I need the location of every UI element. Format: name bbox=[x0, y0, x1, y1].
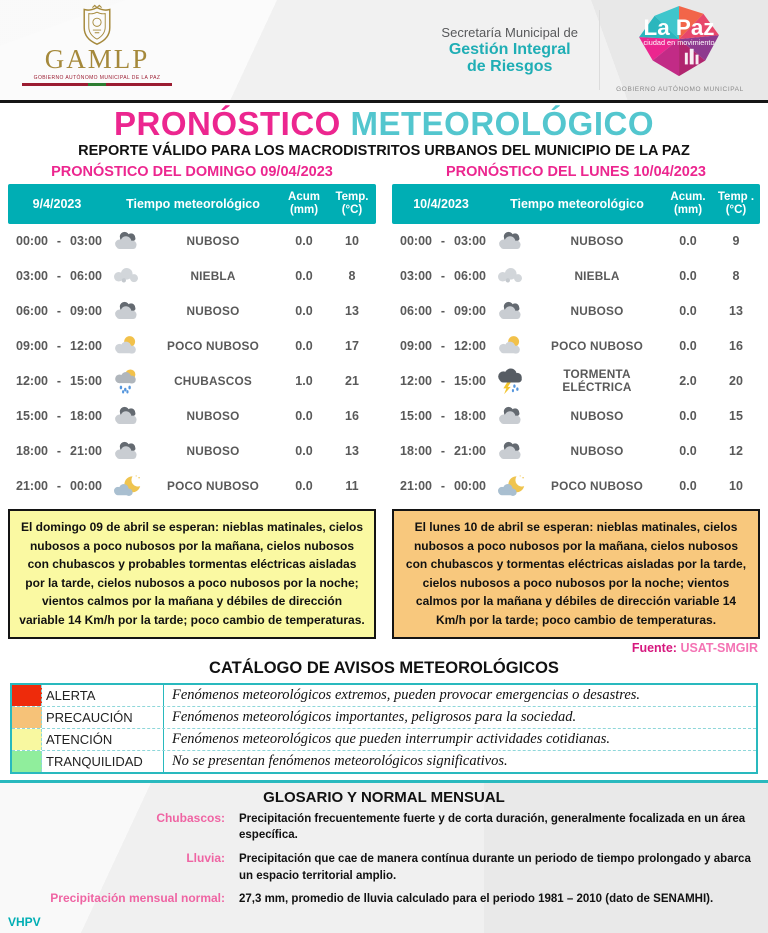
weather-cell bbox=[490, 264, 664, 288]
gamlp-logo bbox=[22, 4, 172, 86]
forecast-title-domingo: PRONÓSTICO DEL DOMINGO 09/04/2023 bbox=[51, 163, 333, 180]
time-dash: - bbox=[56, 374, 62, 389]
cloudy-icon bbox=[106, 439, 146, 463]
footer-initials: VHPV bbox=[8, 914, 41, 929]
weather-cell bbox=[106, 474, 280, 499]
glossary-entry bbox=[0, 891, 768, 908]
acum-value: 0.0 bbox=[679, 234, 697, 249]
alert-level-label: ALERTA bbox=[42, 685, 164, 706]
forecast-row bbox=[392, 469, 760, 504]
forecast-section bbox=[0, 159, 768, 639]
time-dash: - bbox=[56, 479, 62, 494]
acum-value: 0.0 bbox=[679, 444, 697, 459]
forecast-row bbox=[392, 259, 760, 294]
time-from: 12:00 bbox=[16, 374, 48, 389]
time-dash: - bbox=[440, 409, 446, 424]
cloudy-icon bbox=[490, 439, 530, 463]
glossary-term: Precipitación mensual normal: bbox=[50, 891, 225, 906]
summary-box-lunes: El lunes 10 de abril se esperan: nieblas matinales, cielos nubosos a poco nubosos por la mañana, cielos nubosos con chubascos y tormentas eléctricas aisladas por la tarde, cielos nubosos a poco nubosos por la noche; vientos calmos por la mañana y débiles de dirección variable 14 Km/h por la tarde; poco cambio de temperaturas. bbox=[392, 509, 760, 639]
catalog-row bbox=[12, 685, 756, 706]
weather-cell bbox=[490, 404, 664, 428]
weather-cell bbox=[490, 229, 664, 253]
lapaz-logo bbox=[610, 4, 750, 93]
condition-label: TORMENTA ELÉCTRICA bbox=[562, 366, 632, 395]
time-dash: - bbox=[56, 444, 62, 459]
time-dash: - bbox=[56, 339, 62, 354]
time-range bbox=[392, 444, 490, 458]
forecast-header-domingo bbox=[8, 184, 376, 224]
alert-description: No se presentan fenómenos meteorológicos significativos. bbox=[172, 752, 508, 769]
time-range bbox=[392, 409, 490, 423]
time-to: 03:00 bbox=[454, 234, 486, 249]
lapaz-footer-text: GOBIERNO AUTÓNOMO MUNICIPAL bbox=[616, 86, 744, 93]
fuente-value: USAT-SMGIR bbox=[676, 640, 758, 655]
acum-value: 0.0 bbox=[295, 339, 313, 354]
time-range bbox=[8, 374, 106, 388]
time-from: 15:00 bbox=[400, 409, 432, 424]
fuente-line bbox=[0, 639, 768, 655]
condition-label: NUBOSO bbox=[570, 303, 624, 318]
sun-showers-icon bbox=[106, 368, 146, 394]
condition-label: NUBOSO bbox=[186, 233, 240, 248]
header-temp: Temp . (°C) bbox=[717, 190, 755, 216]
forecast-row bbox=[392, 224, 760, 259]
condition-label: NUBOSO bbox=[570, 233, 624, 248]
temp-value: 9 bbox=[732, 234, 740, 249]
temp-value: 16 bbox=[345, 409, 359, 424]
time-to: 09:00 bbox=[454, 304, 486, 319]
time-from: 06:00 bbox=[16, 304, 48, 319]
acum-value: 1.0 bbox=[295, 374, 313, 389]
time-to: 12:00 bbox=[70, 339, 102, 354]
weather-cell bbox=[106, 264, 280, 288]
forecast-table-lunes bbox=[392, 161, 760, 639]
svg-text:ciudad en movimiento: ciudad en movimiento bbox=[643, 37, 715, 47]
fuente-label: Fuente: bbox=[631, 640, 677, 655]
time-range bbox=[8, 409, 106, 423]
forecast-row bbox=[8, 469, 376, 504]
forecast-table-domingo bbox=[8, 161, 376, 639]
catalog-title: CATÁLOGO DE AVISOS METEOROLÓGICOS bbox=[209, 658, 559, 677]
time-dash: - bbox=[440, 304, 446, 319]
time-from: 21:00 bbox=[400, 479, 432, 494]
forecast-title-lunes: PRONÓSTICO DEL LUNES 10/04/2023 bbox=[445, 163, 707, 180]
glossary-section bbox=[0, 783, 768, 933]
time-to: 18:00 bbox=[454, 409, 486, 424]
time-dash: - bbox=[56, 269, 62, 284]
forecast-row bbox=[392, 364, 760, 399]
condition-label: NIEBLA bbox=[574, 268, 620, 283]
cloudy-icon bbox=[490, 404, 530, 428]
time-to: 15:00 bbox=[454, 374, 486, 389]
acum-value: 2.0 bbox=[679, 374, 697, 389]
weather-cell bbox=[106, 299, 280, 323]
header-weather: Tiempo meteorológico bbox=[510, 196, 644, 211]
condition-label: CHUBASCOS bbox=[174, 373, 252, 388]
acum-value: 0.0 bbox=[295, 479, 313, 494]
time-to: 00:00 bbox=[70, 479, 102, 494]
time-from: 21:00 bbox=[16, 479, 48, 494]
cloudy-icon bbox=[106, 404, 146, 428]
time-to: 06:00 bbox=[454, 269, 486, 284]
condition-label: NUBOSO bbox=[186, 303, 240, 318]
cloudy-icon bbox=[106, 229, 146, 253]
acum-value: 0.0 bbox=[679, 409, 697, 424]
time-from: 00:00 bbox=[16, 234, 48, 249]
glossary-title: GLOSARIO Y NORMAL MENSUAL bbox=[263, 788, 505, 806]
temp-value: 13 bbox=[345, 304, 359, 319]
forecast-row bbox=[8, 434, 376, 469]
acum-value: 0.0 bbox=[295, 304, 313, 319]
condition-label: POCO NUBOSO bbox=[551, 478, 643, 493]
secretaria-line1: Secretaría Municipal de bbox=[441, 25, 578, 40]
weather-cell bbox=[490, 334, 664, 358]
catalog-table bbox=[10, 683, 758, 774]
partly-cloudy-day-icon bbox=[106, 334, 146, 358]
gamlp-wordmark: GAMLP bbox=[44, 44, 150, 74]
time-from: 12:00 bbox=[400, 374, 432, 389]
time-to: 21:00 bbox=[454, 444, 486, 459]
alert-description: Fenómenos meteorológicos importantes, peligrosos para la sociedad. bbox=[172, 708, 577, 725]
temp-value: 12 bbox=[729, 444, 743, 459]
weather-cell bbox=[490, 439, 664, 463]
temp-value: 15 bbox=[729, 409, 743, 424]
time-range bbox=[8, 479, 106, 493]
cloudy-icon bbox=[490, 299, 530, 323]
time-from: 00:00 bbox=[400, 234, 432, 249]
time-dash: - bbox=[56, 409, 62, 424]
partly-cloudy-night-icon bbox=[490, 474, 530, 499]
acum-value: 0.0 bbox=[679, 339, 697, 354]
temp-value: 20 bbox=[729, 374, 743, 389]
alert-color-swatch bbox=[12, 729, 42, 750]
glossary-definition: Precipitación que cae de manera contínua durante un periodo de tiempo prolongado y abarca un espacio territorial amplio. bbox=[239, 852, 751, 882]
forecast-row bbox=[8, 294, 376, 329]
alert-level-label: PRECAUCIÓN bbox=[42, 707, 164, 728]
alert-level-label: ATENCIÓN bbox=[42, 729, 164, 750]
forecast-rows-domingo bbox=[8, 224, 376, 504]
time-dash: - bbox=[440, 374, 446, 389]
temp-value: 11 bbox=[345, 479, 359, 494]
weather-cell bbox=[106, 368, 280, 394]
time-dash: - bbox=[56, 234, 62, 249]
page-title bbox=[0, 105, 768, 143]
temp-value: 16 bbox=[729, 339, 743, 354]
weather-cell bbox=[490, 367, 664, 395]
weather-cell bbox=[490, 474, 664, 499]
time-to: 00:00 bbox=[454, 479, 486, 494]
weather-cell bbox=[106, 229, 280, 253]
cloudy-icon bbox=[490, 229, 530, 253]
weather-cell bbox=[106, 439, 280, 463]
gamlp-subtext: GOBIERNO AUTÓNOMO MUNICIPAL DE LA PAZ bbox=[33, 75, 161, 81]
forecast-row bbox=[392, 399, 760, 434]
forecast-row bbox=[8, 224, 376, 259]
alert-description: Fenómenos meteorológicos extremos, pueden provocar emergencias o desastres. bbox=[172, 686, 641, 703]
catalog-row bbox=[12, 706, 756, 728]
header-date: 9/4/2023 bbox=[32, 196, 82, 211]
temp-value: 21 bbox=[345, 374, 359, 389]
temp-value: 8 bbox=[732, 269, 740, 284]
time-from: 06:00 bbox=[400, 304, 432, 319]
fog-icon bbox=[106, 264, 146, 288]
condition-label: NUBOSO bbox=[186, 408, 240, 423]
page-title-part1: PRONÓSTICO bbox=[113, 105, 341, 142]
time-to: 03:00 bbox=[70, 234, 102, 249]
time-to: 15:00 bbox=[70, 374, 102, 389]
report-subtitle: REPORTE VÁLIDO PARA LOS MACRODISTRITOS URBANOS DEL MUNICIPIO DE LA PAZ bbox=[78, 142, 690, 159]
glossary-term: Chubascos: bbox=[156, 810, 225, 825]
time-range bbox=[392, 479, 490, 493]
forecast-row bbox=[8, 364, 376, 399]
header-acum: Acum. (mm) bbox=[670, 190, 706, 216]
fog-icon bbox=[490, 264, 530, 288]
condition-label: NUBOSO bbox=[186, 443, 240, 458]
forecast-header-lunes bbox=[392, 184, 760, 224]
weather-cell bbox=[106, 334, 280, 358]
glossary-entry bbox=[0, 851, 768, 884]
partly-cloudy-night-icon bbox=[106, 474, 146, 499]
time-from: 09:00 bbox=[16, 339, 48, 354]
gamlp-shield-icon bbox=[22, 4, 172, 46]
glossary-entry bbox=[0, 811, 768, 844]
forecast-row bbox=[392, 294, 760, 329]
acum-value: 0.0 bbox=[295, 444, 313, 459]
time-range bbox=[8, 444, 106, 458]
time-dash: - bbox=[440, 479, 446, 494]
glossary-term: Lluvia: bbox=[186, 850, 225, 865]
acum-value: 0.0 bbox=[679, 479, 697, 494]
header-rule bbox=[0, 100, 768, 103]
acum-value: 0.0 bbox=[295, 269, 313, 284]
time-dash: - bbox=[440, 339, 446, 354]
acum-value: 0.0 bbox=[295, 409, 313, 424]
temp-value: 13 bbox=[729, 304, 743, 319]
condition-label: NUBOSO bbox=[570, 408, 624, 423]
time-dash: - bbox=[440, 234, 446, 249]
alert-color-swatch bbox=[12, 685, 42, 706]
time-dash: - bbox=[56, 304, 62, 319]
lapaz-emblem-icon bbox=[624, 15, 736, 84]
condition-label: NIEBLA bbox=[190, 268, 236, 283]
alert-level-label: TRANQUILIDAD bbox=[42, 751, 164, 772]
time-range bbox=[8, 304, 106, 318]
time-to: 06:00 bbox=[70, 269, 102, 284]
time-range bbox=[392, 374, 490, 388]
temp-value: 10 bbox=[729, 479, 743, 494]
time-to: 18:00 bbox=[70, 409, 102, 424]
header-temp: Temp. (°C) bbox=[335, 190, 369, 216]
condition-label: NUBOSO bbox=[570, 443, 624, 458]
temp-value: 10 bbox=[345, 234, 359, 249]
forecast-row bbox=[392, 329, 760, 364]
secretaria-title bbox=[441, 26, 578, 76]
svg-text:La Paz: La Paz bbox=[643, 15, 715, 41]
page-header bbox=[0, 0, 768, 100]
time-range bbox=[392, 304, 490, 318]
alert-color-swatch bbox=[12, 751, 42, 772]
condition-label: POCO NUBOSO bbox=[551, 338, 643, 353]
time-range bbox=[392, 234, 490, 248]
acum-value: 0.0 bbox=[679, 304, 697, 319]
partly-cloudy-day-icon bbox=[490, 334, 530, 358]
header-acum: Acum (mm) bbox=[288, 190, 320, 216]
time-range bbox=[392, 269, 490, 283]
gamlp-ribbon bbox=[22, 83, 172, 86]
forecast-row bbox=[8, 259, 376, 294]
temp-value: 17 bbox=[345, 339, 359, 354]
time-to: 09:00 bbox=[70, 304, 102, 319]
forecast-rows-lunes bbox=[392, 224, 760, 504]
temp-value: 8 bbox=[348, 269, 356, 284]
alert-color-swatch bbox=[12, 707, 42, 728]
time-range bbox=[392, 339, 490, 353]
header-weather: Tiempo meteorológico bbox=[126, 196, 260, 211]
secretaria-line3: de Riesgos bbox=[467, 58, 553, 76]
time-from: 03:00 bbox=[400, 269, 432, 284]
time-from: 03:00 bbox=[16, 269, 48, 284]
time-dash: - bbox=[440, 269, 446, 284]
catalog-row bbox=[12, 750, 756, 772]
alert-description: Fenómenos meteorológicos que pueden interrumpir actividades cotidianas. bbox=[172, 730, 611, 747]
forecast-row bbox=[392, 434, 760, 469]
time-from: 18:00 bbox=[400, 444, 432, 459]
summary-box-domingo: El domingo 09 de abril se esperan: nieblas matinales, cielos nubosos a poco nubosos por la mañana, cielos nubosos con chubascos y probables tormentas eléctricas aisladas por la tarde, cielos nubosos a poco nubosos por la noche; vientos calmos por la mañana y débiles de dirección variable 14 Km/h por la tarde; poco cambio de temperaturas. bbox=[8, 509, 376, 639]
header-date: 10/4/2023 bbox=[413, 196, 469, 211]
time-to: 21:00 bbox=[70, 444, 102, 459]
weather-cell bbox=[490, 299, 664, 323]
thunderstorm-icon bbox=[490, 367, 530, 395]
page-title-part2: METEOROLÓGICO bbox=[340, 105, 655, 142]
time-from: 15:00 bbox=[16, 409, 48, 424]
secretaria-line2: Gestión Integral bbox=[448, 40, 571, 58]
acum-value: 0.0 bbox=[295, 234, 313, 249]
time-from: 09:00 bbox=[400, 339, 432, 354]
time-dash: - bbox=[440, 444, 446, 459]
glossary-definition: Precipitación frecuentemente fuerte y de corta duración, generalmente focalizada en un área específica. bbox=[239, 812, 746, 842]
glossary-entries bbox=[0, 811, 768, 908]
time-range bbox=[8, 234, 106, 248]
condition-label: POCO NUBOSO bbox=[167, 338, 259, 353]
time-range bbox=[8, 339, 106, 353]
catalog-row bbox=[12, 728, 756, 750]
cloudy-icon bbox=[106, 299, 146, 323]
temp-value: 13 bbox=[345, 444, 359, 459]
time-from: 18:00 bbox=[16, 444, 48, 459]
forecast-row bbox=[8, 399, 376, 434]
time-range bbox=[8, 269, 106, 283]
condition-label: POCO NUBOSO bbox=[167, 478, 259, 493]
time-to: 12:00 bbox=[454, 339, 486, 354]
glossary-definition: 27,3 mm, promedio de lluvia calculado para el periodo 1981 – 2010 (dato de SENAMHI). bbox=[239, 893, 714, 906]
acum-value: 0.0 bbox=[679, 269, 697, 284]
header-divider bbox=[599, 10, 600, 90]
forecast-row bbox=[8, 329, 376, 364]
weather-cell bbox=[106, 404, 280, 428]
